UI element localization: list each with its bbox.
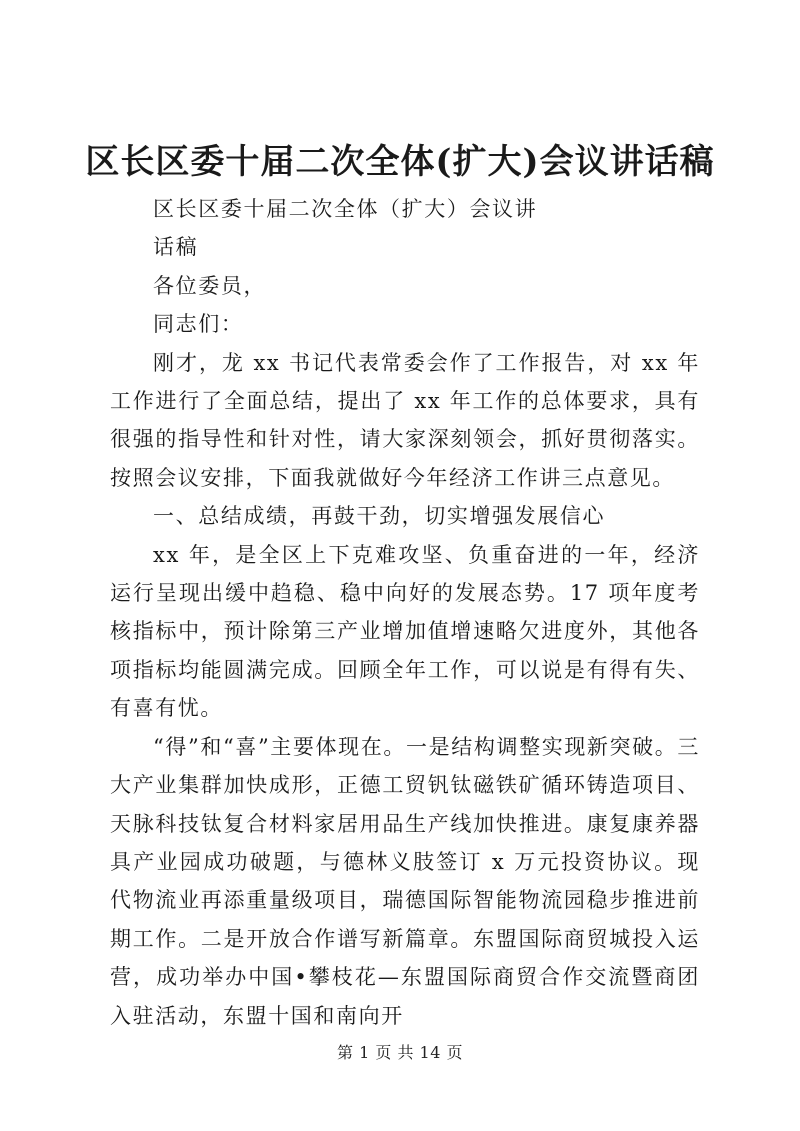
body-paragraph-gains: “得”和“喜”主要体现在。一是结构调整实现新突破。三大产业集群加快成形，正德工贸钒钛磁铁矿循环铸造项目、天脉科技钛复合材料家居用品生产线加快推进。康复康养器具产业园成功破题，与德林义肢签订 x 万元投资协议。现代物流业再添重量级项目，瑞德国际智能物流园稳步推进前期工作。二是开放合作谱写新篇章。东盟国际商贸城投入运营，成功举办中国•攀枝花—东盟国际商贸合作交流暨商团入驻活动，东盟十国和南向开 bbox=[110, 734, 700, 1028]
body-paragraph-intro: 刚才，龙 xx 书记代表常委会作了工作报告，对 xx 年工作进行了全面总结，提出了 xx 年工作的总体要求，具有很强的指导性和针对性，请大家深刻领会，抓好贯彻落实。按照会议安排，下面我就做好今年经济工作讲三点意见。 bbox=[110, 350, 700, 490]
salutation-comrades: 同志们： bbox=[153, 312, 244, 337]
salutation-members: 各位委员， bbox=[153, 273, 267, 298]
page-number-footer: 第 1 页 共 14 页 bbox=[337, 1043, 463, 1062]
document-body bbox=[110, 190, 700, 1035]
subtitle-line-2: 话稿 bbox=[153, 235, 199, 260]
body-paragraph-review: xx 年，是全区上下克难攻坚、负重奋进的一年，经济运行呈现出缓中趋稳、稳中向好的发展态势。17 项年度考核指标中，预计除第三产业增加值增速略欠进度外，其他各项指标均能圆满完成。回顾全年工作，可以说是有得有失、有喜有忧。 bbox=[110, 542, 700, 721]
document-title: 区长区委十届二次全体(扩大)会议讲话稿 bbox=[85, 142, 715, 182]
section-heading-1: 一、总结成绩，再鼓干劲，切实增强发展信心 bbox=[153, 504, 606, 529]
subtitle-line-1: 区长区委十届二次全体（扩大）会议讲 bbox=[153, 197, 538, 221]
